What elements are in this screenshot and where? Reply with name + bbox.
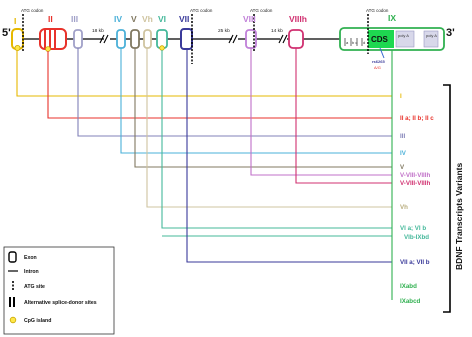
variant-label-ixabcd: IXabcd xyxy=(400,298,421,305)
poly-a-label-1: poly A xyxy=(398,33,409,38)
legend-intron-label: Intron xyxy=(24,269,39,275)
variant-label-vii: VII a; VII b xyxy=(400,259,430,266)
exon-v xyxy=(131,30,139,48)
transcript-line-ii xyxy=(48,51,392,118)
cpg-island-icon xyxy=(15,45,20,50)
exon-iii xyxy=(74,30,82,48)
transcript-line-v xyxy=(135,48,392,167)
exon-iv xyxy=(117,30,125,48)
exon-ii xyxy=(40,29,66,51)
legend-exon-label: Exon xyxy=(24,255,37,261)
variant-label-v: V xyxy=(400,164,405,171)
box-a-label: a xyxy=(346,40,349,45)
variant-label-vib-ix: VIb-IXbd xyxy=(404,234,430,241)
variant-label-vh: Vh xyxy=(400,204,408,211)
legend-cpg-icon xyxy=(10,317,16,323)
variant-label-ii: II a; II b; II c xyxy=(400,115,434,122)
transcript-line-v-viii xyxy=(251,48,392,175)
legend-cpg-label: CpG island xyxy=(24,318,52,324)
variant-labels xyxy=(400,93,434,305)
legend-box xyxy=(4,247,114,334)
poly-a-label-2: poly A xyxy=(426,33,437,38)
exon-label-viii: VIII xyxy=(243,14,256,24)
exon-label-iv: IV xyxy=(114,14,123,24)
transcript-line-vi xyxy=(162,50,392,228)
cpg-island-icon xyxy=(160,46,165,51)
variant-label-ixabd: IXabd xyxy=(400,283,417,290)
variant-label-iii: III xyxy=(400,133,406,140)
legend xyxy=(4,247,114,334)
snp-id-label: rs6265 xyxy=(372,59,385,64)
variants-bracket xyxy=(443,85,450,312)
exon-label-ii: II xyxy=(48,14,53,24)
exon-label-vi: VI xyxy=(158,14,167,24)
legend-atg-label: ATG site xyxy=(24,284,45,290)
axis-break-3 xyxy=(279,35,287,43)
transcript-line-iii xyxy=(78,48,392,136)
distance-label-1: 18 kb xyxy=(92,29,104,34)
variant-label-iv: IV xyxy=(400,150,406,157)
variant-label-v-viii-2: V-VIII-VIIIh xyxy=(400,180,431,187)
variant-label-i: I xyxy=(400,93,402,100)
exon-label-iii: III xyxy=(71,14,79,24)
variants-side-title: BDNF Transcripts Variants xyxy=(454,162,464,270)
exon-label-v: V xyxy=(131,14,137,24)
five-prime-label: 5' xyxy=(2,27,11,39)
transcript-line-i xyxy=(17,50,392,96)
legend-exon-icon xyxy=(9,252,16,262)
box-d-label: d xyxy=(363,40,366,45)
atg-codon-label-exon-viii: ATG codon xyxy=(250,8,273,13)
three-prime-label: 3' xyxy=(446,27,455,39)
exon-label-ix: IX xyxy=(388,13,397,23)
cpg-island-icon xyxy=(46,47,51,52)
transcript-line-vii xyxy=(187,48,392,262)
variant-label-vi: VI a; VI b xyxy=(400,225,427,232)
cds-label: CDS xyxy=(371,35,388,44)
legend-splice-label: Alternative splice-donor sites xyxy=(24,300,97,306)
atg-codon-label-exon-ix: ATG codon xyxy=(366,8,389,13)
exon-label-vh: Vh xyxy=(142,14,153,24)
box-bc-label: b c xyxy=(352,40,358,45)
exon-viiih xyxy=(289,30,303,48)
atg-codon-label-exon-i: ATG codon xyxy=(21,8,44,13)
variant-label-v-viii-1: V-VIII-VIIIh xyxy=(400,172,431,179)
exon-label-vii: VII xyxy=(179,14,190,24)
exon-label-i: I xyxy=(14,16,17,26)
exon-vh xyxy=(144,30,151,48)
distance-label-3: 14 kb xyxy=(271,29,283,34)
atg-codon-label-exon-vii: ATG codon xyxy=(190,8,213,13)
exon-label-viiih: VIIIh xyxy=(289,14,307,24)
distance-label-2: 25 kb xyxy=(218,29,230,34)
snp-allele-label: A/G xyxy=(374,65,381,70)
exon-vi xyxy=(157,30,167,50)
